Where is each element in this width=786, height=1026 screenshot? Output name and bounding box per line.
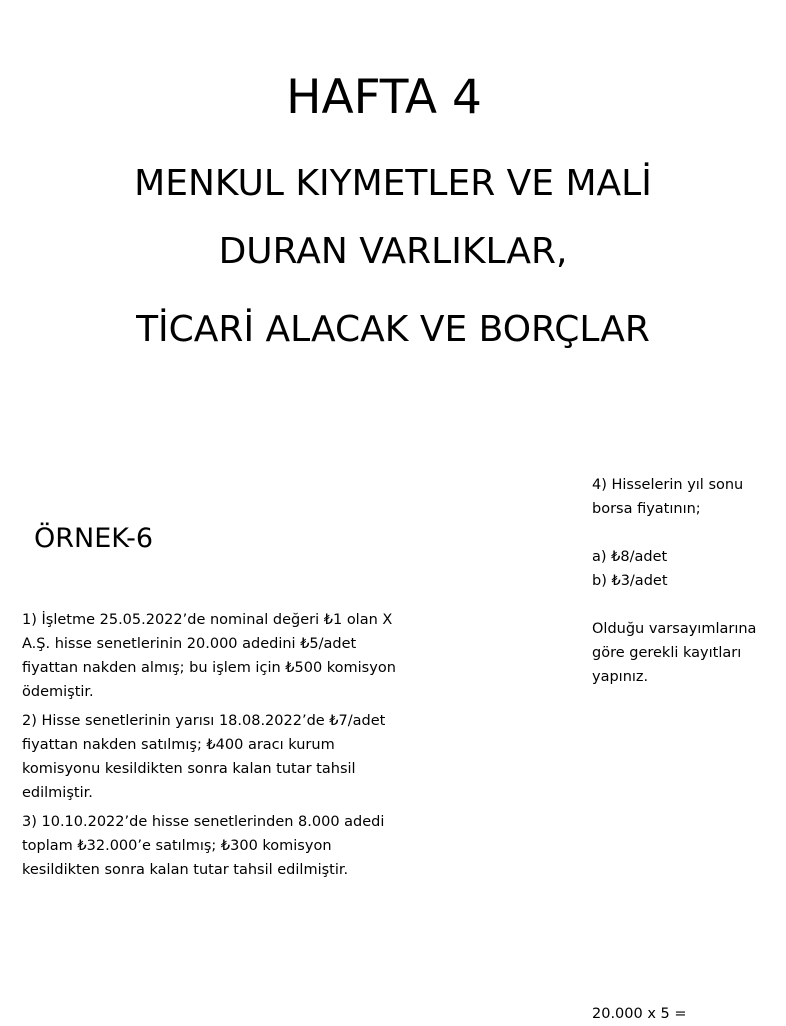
subtitle-line-3: TİCARİ ALACAK VE BORÇLAR [136, 309, 650, 350]
question-option-a: a) ₺8/adet [592, 549, 668, 565]
spacer [592, 521, 762, 545]
question-panel [592, 473, 762, 689]
calculation-line: 20.000 x 5 = [592, 1006, 687, 1022]
question-option-b: b) ₺3/adet [592, 573, 668, 589]
example-statement [22, 608, 402, 878]
example-heading: ÖRNEK-6 [34, 523, 154, 554]
slide-title: HAFTA 4 [286, 70, 482, 125]
example-item-2: 2) Hisse senetlerinin yarısı 18.08.2022’de ₺7/adet fiyattan nakden satılmış; ₺400 aracı kurum komisyonu kesildikten sonra kalan tutar tahsil edilmiştir. [22, 713, 386, 801]
question-closing: Olduğu varsayımlarına göre gerekli kayıtları yapınız. [592, 621, 757, 685]
example-item-3: 3) 10.10.2022’de hisse senetlerinden 8.000 adedi toplam ₺32.000’e satılmış; ₺300 komisyon kesildikten sonra kalan tutar tahsil edilmiştir. [22, 814, 385, 878]
example-item-1: 1) İşletme 25.05.2022’de nominal değeri ₺1 olan X A.Ş. hisse senetlerinin 20.000 adedini ₺5/adet fiyattan nakden almış; bu işlem için ₺500 komisyon ödemiştir. [22, 612, 396, 700]
question-intro: 4) Hisselerin yıl sonu borsa fiyatının; [592, 477, 744, 517]
subtitle-line-2: DURAN VARLIKLAR, [218, 231, 568, 272]
subtitle-line-1: MENKUL KIYMETLER VE MALİ [134, 163, 652, 204]
spacer [592, 593, 762, 617]
